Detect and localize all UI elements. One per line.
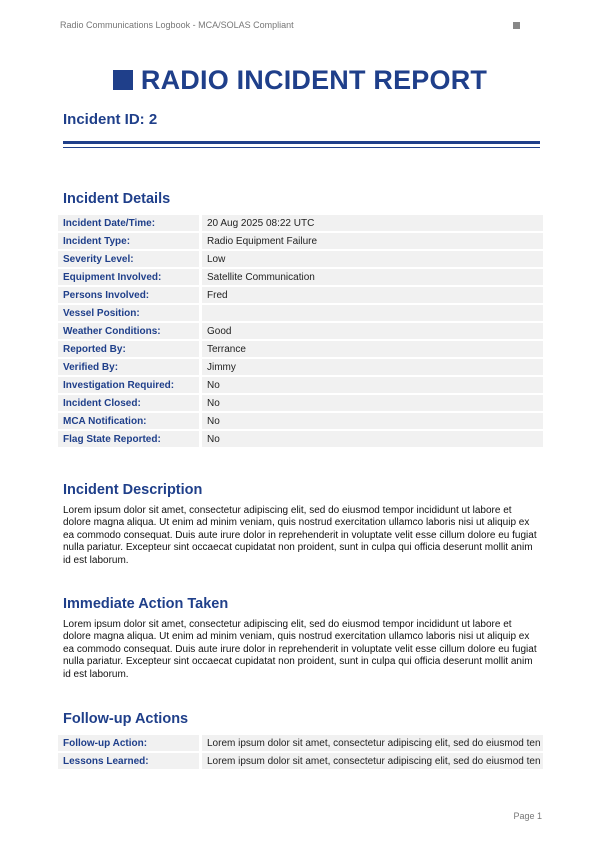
row-value: 20 Aug 2025 08:22 UTC [202, 215, 543, 231]
follow-up-heading: Follow-up Actions [63, 711, 189, 727]
table-row [58, 251, 543, 267]
row-value: No [202, 431, 543, 447]
incident-description-text: Lorem ipsum dolor sit amet, consectetur adipiscing elit, sed do eiusmod tempor incididunt ut labore et dolore magna aliqua. Ut enim ad minim veniam, quis nostrud exercitation ullamco laboris nisi ut aliquip ex ea commodo consequat. Duis aute irure dolor in reprehenderit in voluptate velit esse cillum dolore eu fugiat nulla pariatur. Excepteur sint occaecat cupidatat non proident, sunt in culpa qui officia deserunt mollit anim id est laborum. [63, 505, 537, 566]
row-label: MCA Notification: [58, 413, 202, 429]
table-row [58, 215, 543, 231]
table-row [58, 431, 543, 447]
table-row [58, 233, 543, 249]
table-row [58, 395, 543, 411]
row-label: Severity Level: [58, 251, 202, 267]
incident-details-heading: Incident Details [63, 191, 171, 207]
table-row [58, 359, 543, 375]
row-value: Fred [202, 287, 543, 303]
row-value: No [202, 395, 543, 411]
table-row [58, 323, 543, 339]
row-value: Good [202, 323, 543, 339]
row-value: Jimmy [202, 359, 543, 375]
row-value: No [202, 413, 543, 429]
running-header: Radio Communications Logbook - MCA/SOLAS Compliant [60, 20, 294, 30]
report-title-row [0, 64, 600, 96]
row-label: Flag State Reported: [58, 431, 202, 447]
row-label: Reported By: [58, 341, 202, 357]
table-row [58, 377, 543, 393]
immediate-action-heading: Immediate Action Taken [63, 596, 229, 612]
row-label: Vessel Position: [58, 305, 202, 321]
row-value: Terrance [202, 341, 543, 357]
incident-description-heading: Incident Description [63, 482, 203, 498]
table-row [58, 735, 543, 751]
row-value: Lorem ipsum dolor sit amet, consectetur adipiscing elit, sed do eiusmod ten [202, 753, 543, 769]
row-label: Incident Type: [58, 233, 202, 249]
row-label: Persons Involved: [58, 287, 202, 303]
row-label: Incident Date/Time: [58, 215, 202, 231]
row-value: Satellite Communication [202, 269, 543, 285]
table-row [58, 413, 543, 429]
title-divider-thick [63, 141, 540, 144]
table-row [58, 269, 543, 285]
report-title: RADIO INCIDENT REPORT [140, 64, 488, 95]
immediate-action-text: Lorem ipsum dolor sit amet, consectetur adipiscing elit, sed do eiusmod tempor incididunt ut labore et dolore magna aliqua. Ut enim ad minim veniam, quis nostrud exercitation ullamco laboris nisi ut aliquip ex ea commodo consequat. Duis aute irure dolor in reprehenderit in voluptate velit esse cillum dolore eu fugiat nulla pariatur. Excepteur sint occaecat cupidatat non proident, sunt in culpa qui officia deserunt mollit anim id est laborum. [63, 619, 537, 680]
row-label: Follow-up Action: [58, 735, 202, 751]
row-value: Lorem ipsum dolor sit amet, consectetur adipiscing elit, sed do eiusmod ten [202, 735, 543, 751]
row-label: Lessons Learned: [58, 753, 202, 769]
row-label: Verified By: [58, 359, 202, 375]
title-square-icon [113, 70, 133, 90]
follow-up-table [58, 733, 543, 771]
table-row [58, 341, 543, 357]
row-value: Radio Equipment Failure [202, 233, 543, 249]
row-label: Equipment Involved: [58, 269, 202, 285]
header-square-icon [513, 22, 520, 29]
table-row [58, 305, 543, 321]
row-value: No [202, 377, 543, 393]
row-label: Weather Conditions: [58, 323, 202, 339]
incident-details-table [58, 213, 543, 449]
row-label: Incident Closed: [58, 395, 202, 411]
row-value: Low [202, 251, 543, 267]
title-divider-thin [63, 147, 540, 148]
row-label: Investigation Required: [58, 377, 202, 393]
row-value [202, 305, 543, 321]
table-row [58, 753, 543, 769]
table-row [58, 287, 543, 303]
page-number: Page 1 [513, 811, 542, 821]
incident-id: Incident ID: 2 [63, 111, 158, 128]
